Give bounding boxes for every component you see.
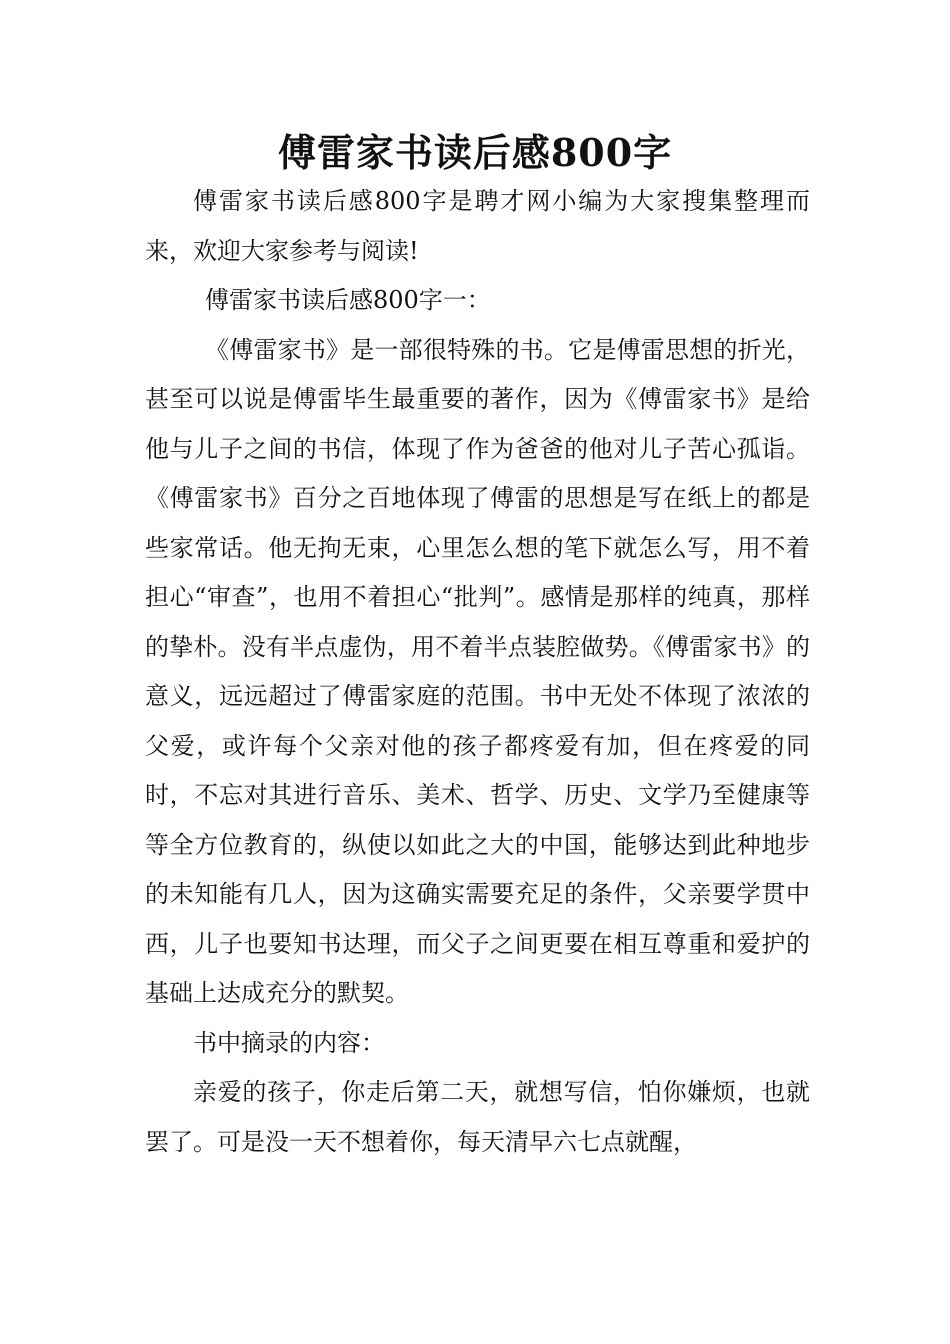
document-body [145, 177, 810, 1167]
body-paragraph: 《傅雷家书》是一部很特殊的书。它是傅雷思想的折光，甚至可以说是傅雷毕生最重要的著作，因为《傅雷家书》是给他与儿子之间的书信，体现了作为爸爸的他对儿子苦心孤诣。《傅雷家书》百分之百地体现了傅雷的思想是写在纸上的都是些家常话。他无拘无束，心里怎么想的笔下就怎么写，用不着担心“审查”，也用不着担心“批判”。感情是那样的纯真，那样的挚朴。没有半点虚伪，用不着半点装腔做势。《傅雷家书》的意义，远远超过了傅雷家庭的范围。书中无处不体现了浓浓的父爱，或许每个父亲对他的孩子都疼爱有加，但在疼爱的同时，不忘对其进行音乐、美术、哲学、历史、文学乃至健康等等全方位教育的，纵使以如此之大的中国，能够达到此种地步的未知能有几人，因为这确实需要充足的条件，父亲要学贯中西，儿子也要知书达理，而父子之间更要在相互尊重和爱护的基础上达成充分的默契。 [145, 335, 810, 1007]
excerpt-heading: 书中摘录的内容： [193, 1028, 385, 1057]
intro-paragraph: 傅雷家书读后感800字是聘才网小编为大家搜集整理而来，欢迎大家参考与阅读! [145, 187, 810, 265]
section-heading: 傅雷家书读后感800字一： [205, 286, 491, 314]
excerpt-paragraph: 亲爱的孩子，你走后第二天，就想写信，怕你嫌烦，也就罢了。可是没一天不想着你，每天清早六七点就醒， [145, 1078, 810, 1156]
document-title: 傅雷家书读后感800字 [277, 130, 673, 175]
